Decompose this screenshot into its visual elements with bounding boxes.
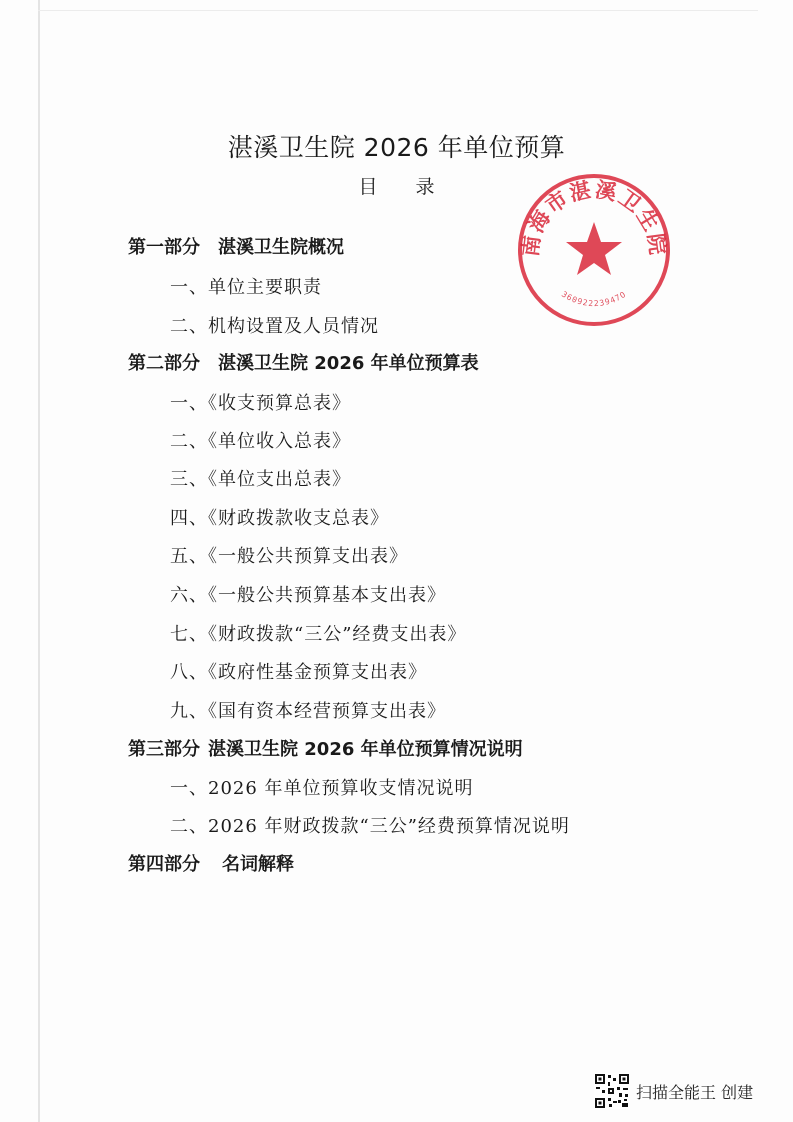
- part-heading: 第二部分: [128, 353, 200, 374]
- scanner-watermark: [594, 1073, 753, 1109]
- seal-number: 36092223947O: [559, 289, 629, 309]
- part-heading: 第三部分: [128, 739, 200, 760]
- toc-item: 二、2026 年财政拨款“三公”经费预算情况说明: [170, 816, 570, 837]
- toc-item: 一、单位主要职责: [170, 277, 322, 298]
- part-name: 名词解释: [222, 854, 294, 875]
- toc-item: 二、《单位收入总表》: [170, 431, 351, 452]
- part-name: 湛溪卫生院 2026 年单位预算表: [218, 353, 479, 374]
- part-heading: 第一部分: [128, 237, 200, 258]
- toc-item: 七、《财政拨款“三公”经费支出表》: [170, 624, 467, 645]
- toc-part-1: [128, 236, 344, 260]
- toc-item: 一、《收支预算总表》: [170, 393, 351, 414]
- toc-item: 三、《单位支出总表》: [170, 469, 351, 490]
- toc-item: 五、《一般公共预算支出表》: [170, 546, 408, 567]
- toc-part-3: [128, 738, 523, 762]
- toc-item: 四、《财政拨款收支总表》: [170, 508, 389, 529]
- part-name: 湛溪卫生院概况: [218, 237, 344, 258]
- qr-code-icon: [594, 1073, 630, 1109]
- toc-item: 一、2026 年单位预算收支情况说明: [170, 778, 474, 799]
- toc-part-4: [128, 853, 294, 877]
- part-heading: 第四部分: [128, 854, 200, 875]
- seal-text: 南海市湛溪卫生院: [518, 177, 670, 259]
- watermark-text: 扫描全能王 创建: [636, 1082, 754, 1102]
- toc-item: 九、《国有资本经营预算支出表》: [170, 701, 446, 722]
- toc-heading: 目 录: [358, 176, 435, 198]
- toc-part-2: [128, 352, 479, 376]
- toc-item: 八、《政府性基金预算支出表》: [170, 662, 427, 683]
- document-title: 湛溪卫生院 2026 年单位预算: [227, 133, 566, 162]
- toc-item: 六、《一般公共预算基本支出表》: [170, 585, 446, 606]
- part-name: 湛溪卫生院 2026 年单位预算情况说明: [208, 739, 523, 760]
- toc-item: 二、机构设置及人员情况: [170, 316, 379, 337]
